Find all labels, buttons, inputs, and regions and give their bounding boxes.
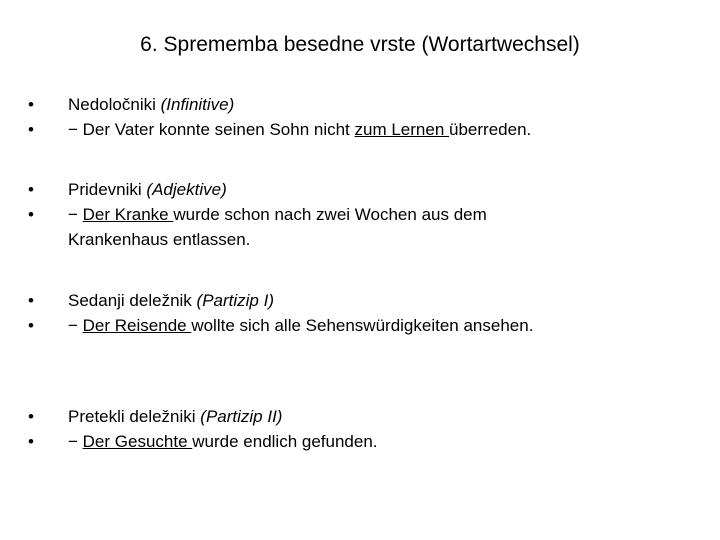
dash-text: − bbox=[68, 205, 83, 224]
bullet-group-partizip-1 bbox=[26, 288, 696, 338]
bullet-icon: • bbox=[28, 120, 34, 139]
bullet-item-example bbox=[26, 117, 696, 142]
example-pre-text: Der Vater konnte seinen Sohn nicht bbox=[82, 120, 355, 139]
bullet-item-heading bbox=[26, 92, 696, 117]
bullet-icon: • bbox=[28, 291, 34, 310]
example-underlined-text: zum Lernen bbox=[354, 120, 450, 139]
bullet-item-heading bbox=[26, 288, 696, 313]
bullet-group-infinitive bbox=[26, 92, 696, 142]
bullet-group-partizip-2 bbox=[26, 404, 696, 454]
bullet-icon: • bbox=[28, 316, 34, 335]
bullet-item-heading bbox=[26, 177, 696, 202]
example-post-text: wurde schon nach zwei Wochen aus dem Krankenhaus entlassen. bbox=[68, 205, 487, 249]
example-underlined-text: Der Kranke bbox=[82, 205, 174, 224]
heading-italic-text: (Partizip II) bbox=[200, 407, 283, 426]
heading-text: Nedoločniki bbox=[68, 95, 161, 114]
example-post-text: überreden. bbox=[449, 120, 532, 139]
bullet-group-adjective bbox=[26, 177, 696, 252]
heading-text: Sedanji deležnik bbox=[68, 291, 197, 310]
dash-text: − bbox=[68, 432, 83, 451]
bullet-icon: • bbox=[28, 180, 34, 199]
example-post-text: wollte sich alle Sehenswürdigkeiten ansehen. bbox=[191, 316, 534, 335]
slide-title: 6. Sprememba besedne vrste (Wortartwechsel) bbox=[140, 33, 580, 56]
bullet-item-example bbox=[26, 429, 696, 454]
heading-text: Pridevniki bbox=[68, 180, 147, 199]
bullet-item-heading bbox=[26, 404, 696, 429]
heading-italic-text: (Partizip I) bbox=[196, 291, 274, 310]
dash-text: − bbox=[68, 316, 83, 335]
example-underlined-text: Der Reisende bbox=[82, 316, 192, 335]
bullet-icon: • bbox=[28, 432, 34, 451]
bullet-icon: • bbox=[28, 95, 34, 114]
dash-text: − bbox=[68, 120, 83, 139]
heading-italic-text: (Adjektive) bbox=[146, 180, 227, 199]
heading-text: Pretekli deležniki bbox=[68, 407, 201, 426]
example-post-text: wurde endlich gefunden. bbox=[192, 432, 378, 451]
bullet-icon: • bbox=[28, 205, 34, 224]
example-underlined-text: Der Gesuchte bbox=[82, 432, 193, 451]
bullet-item-example bbox=[26, 202, 696, 252]
heading-italic-text: (Infinitive) bbox=[160, 95, 235, 114]
bullet-item-example bbox=[26, 313, 696, 338]
bullet-icon: • bbox=[28, 407, 34, 426]
